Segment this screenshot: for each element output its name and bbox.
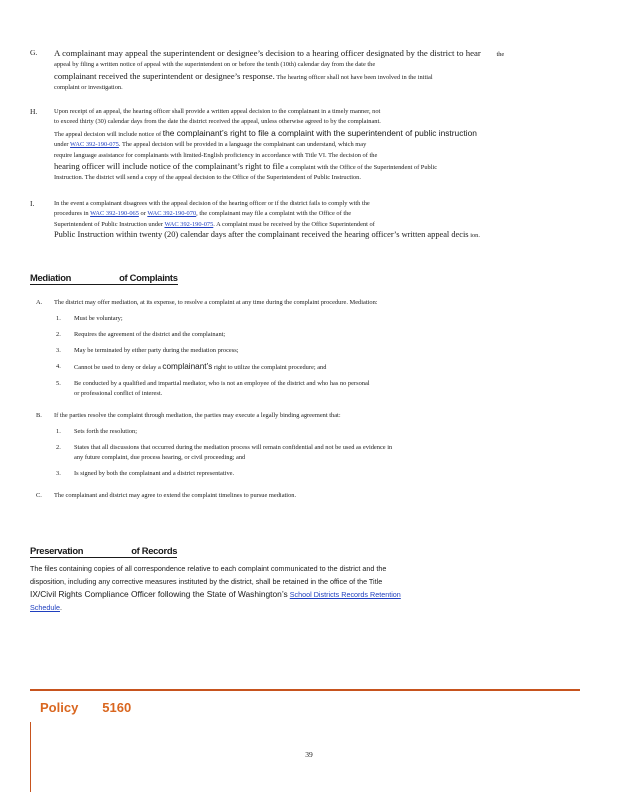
paragraph-letter: I. [30, 199, 35, 208]
preservation-heading [30, 545, 177, 558]
list-item [30, 427, 590, 437]
paragraph-g-line4: complaint or investigation. [54, 84, 123, 92]
paragraph-g-line3b: The hearing officer shall not have been involved in the initial [276, 73, 433, 81]
paragraph-letter: G. [30, 48, 38, 57]
policy-label: Policy [40, 700, 79, 715]
paragraph-h-line3a: The appeal decision will include notice of [54, 130, 162, 138]
paragraph-h-line6b: a complaint with the Office of the Superintendent of Public [285, 164, 438, 172]
mediation-item-c [30, 491, 590, 501]
preservation-period: . [59, 602, 62, 612]
preservation-paragraph [30, 563, 570, 614]
item-number: 4. [56, 363, 61, 370]
heading-word: of Complaints [119, 272, 178, 283]
list-item [30, 314, 590, 324]
item-number: 1. [56, 315, 61, 322]
list-item [30, 469, 590, 479]
paragraph-g-line1: A complainant may appeal the superintendent or designee’s decision to a hearing officer designated by the district to hear [54, 48, 481, 58]
preservation-line3: IX/Civil Rights Compliance Officer following the State of Washington’s [30, 589, 288, 600]
preservation-line2: disposition, including any corrective measures instituted by the district, shall be retained in the office of the Title [30, 576, 383, 586]
heading-word: of Records [131, 545, 178, 556]
item-text: Requires the agreement of the district and the complainant; [74, 331, 226, 338]
wac-link[interactable]: WAC 392-190-075 [70, 141, 119, 149]
paragraph-h-line7: Instruction. The district will send a copy of the appeal decision to the Office of the Superintendent of Public Instruction. [54, 174, 361, 182]
item-number: 2. [56, 444, 61, 451]
item-text-line2: or professional conflict of interest. [74, 390, 163, 397]
paragraph-i-line1: In the event a complainant disagrees with the appeal decision of the hearing officer or if the district fails to comply with the [54, 200, 370, 207]
paragraph-i-line3b: . A complaint must be received by the Office Superintendent of [213, 220, 375, 228]
item-text-b: right to utilize the complaint procedure; and [213, 364, 327, 371]
paragraph-h-line4a: under [54, 141, 69, 149]
policy-number: 5160 [102, 700, 132, 715]
footer-divider [30, 689, 580, 691]
paragraph-i-line4-end: ion. [470, 232, 480, 240]
paragraph-h-line1: Upon receipt of an appeal, the hearing officer shall provide a written appeal decision to the complainant in a timely manner, not [54, 108, 381, 115]
item-text [74, 362, 590, 373]
records-retention-schedule-link[interactable]: Schedule [30, 602, 60, 612]
paragraph-h-line5: require language assistance for complainants with limited-English proficiency in accordance with Title VI. The decision of the [54, 151, 378, 159]
paragraph-g-line1-end: the [496, 51, 505, 58]
heading-word: Mediation [30, 272, 72, 283]
item-text: If the parties resolve the complaint through mediation, the parties may execute a legally binding agreement that: [54, 412, 341, 419]
item-letter: A. [36, 299, 43, 306]
wac-link[interactable]: WAC 392-190-075 [164, 220, 214, 228]
item-text: The district may offer mediation, at its expense, to resolve a complaint at any time during the complaint procedure. Mediation: [54, 299, 378, 306]
item-text [74, 379, 590, 399]
item-text-emphasis: complainant’s [162, 362, 213, 371]
item-text-line1: States that all discussions that occurred during the mediation process will remain confidential and not be used as evidence in [74, 444, 393, 451]
page-number: 39 [305, 750, 313, 759]
paragraph-i [30, 199, 590, 242]
paragraph-i-line4: Public Instruction within twenty (20) calendar days after the complainant received the hearing officer’s written appeal decis [54, 230, 469, 240]
item-number: 5. [56, 380, 61, 387]
item-text: Sets forth the resolution; [74, 428, 138, 435]
item-letter: B. [36, 412, 42, 419]
item-text: May be terminated by either party during the mediation process; [74, 347, 239, 354]
list-item [30, 330, 590, 340]
item-text-line1: Be conducted by a qualified and impartial mediator, who is not an employee of the district and who has no personal [74, 380, 370, 387]
wac-link[interactable]: WAC 392-190-070 [147, 210, 197, 218]
mediation-item-a [30, 298, 590, 308]
list-item [30, 379, 590, 399]
paragraph-h-line6a: hearing officer will include notice of the complainant’s right to file [54, 161, 284, 172]
paragraph-h-line2: to exceed thirty (30) calendar days from the date the district received the appeal, unless otherwise agreed to by the complainant. [54, 118, 381, 126]
paragraph-i-line2a: procedures in [54, 210, 89, 218]
paragraph-i-line3a: Superintendent of Public Instruction under [54, 220, 163, 228]
paragraph-letter: H. [30, 107, 38, 116]
item-number: 2. [56, 331, 61, 338]
paragraph-g [30, 48, 590, 94]
item-number: 1. [56, 428, 61, 435]
item-text-a: Cannot be used to deny or delay a [74, 364, 161, 371]
paragraph-h-line3b: the complainant’s right to file a complaint with the superintendent of public instruction [162, 127, 477, 138]
records-retention-link[interactable]: School Districts Records Retention [289, 590, 401, 600]
paragraph-i-line2b: , the complainant may file a complaint with the Office of the [196, 210, 352, 218]
item-letter: C. [36, 492, 42, 499]
list-item [30, 443, 590, 463]
policy-footer [40, 700, 131, 715]
item-text: The complainant and district may agree to extend the complaint timelines to pursue mediation. [54, 492, 297, 499]
mediation-item-b [30, 411, 590, 421]
list-item [30, 362, 590, 373]
paragraph-g-line3a: complainant received the superintendent or designee’s response. [54, 70, 275, 81]
item-text: Is signed by both the complainant and a district representative. [74, 470, 235, 477]
paragraph-g-line2: appeal by filing a written notice of appeal with the superintendent on or before the tenth (10th) calendar day from the date the [54, 61, 376, 69]
heading-word: Preservation [30, 545, 84, 556]
preservation-line1: The files containing copies of all correspondence relative to each complaint communicated to the district and the [30, 564, 387, 573]
list-item [30, 346, 590, 356]
item-text [74, 443, 590, 463]
item-text: Must be voluntary; [74, 315, 123, 322]
paragraph-h [30, 107, 590, 184]
item-number: 3. [56, 470, 61, 477]
item-text-line2: any future complaint, due process hearing, or civil proceeding; and [74, 454, 246, 461]
item-number: 3. [56, 347, 61, 354]
paragraph-h-line4b: . The appeal decision will be provided in a language the complainant can understand, which may [118, 141, 367, 149]
mediation-list [30, 298, 590, 507]
paragraph-i-or: or [140, 210, 146, 218]
mediation-heading [30, 272, 178, 285]
wac-link[interactable]: WAC 392-190-065 [90, 210, 139, 218]
